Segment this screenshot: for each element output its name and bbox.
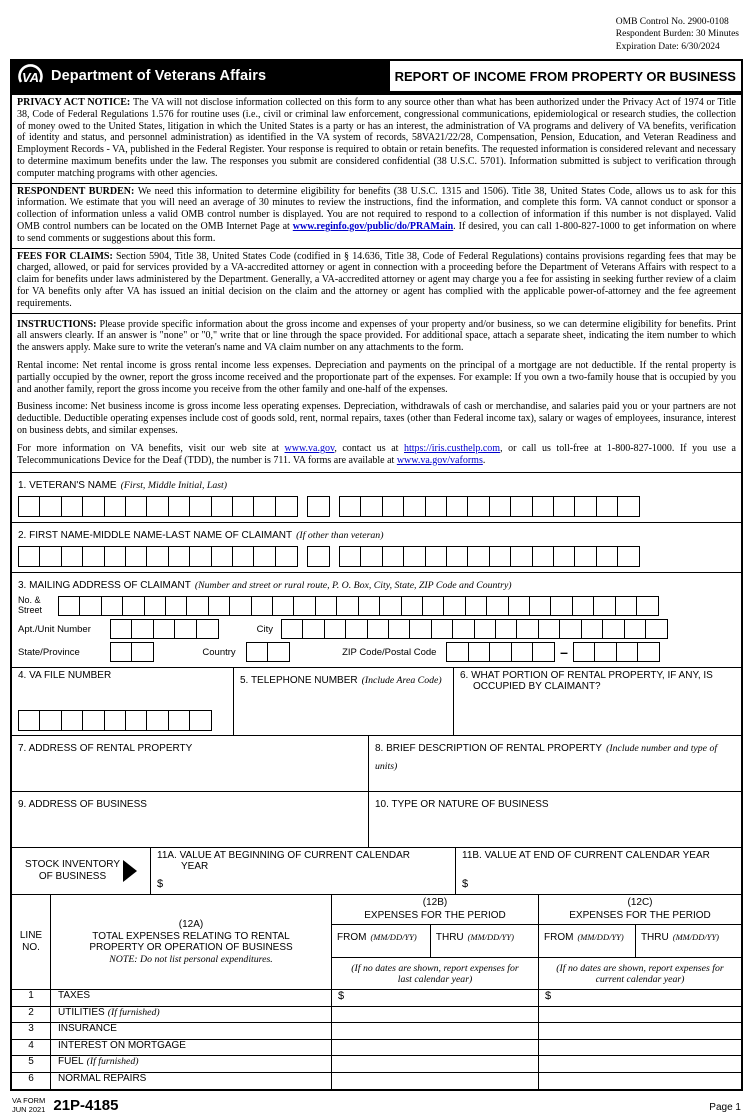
state-province-input[interactable]: [110, 642, 154, 662]
char-cell: [232, 546, 255, 567]
char-cell: [367, 619, 390, 639]
country-label: Country: [202, 646, 236, 658]
col-12b-dates: [332, 924, 538, 957]
char-cell: [508, 596, 531, 616]
mailing-address-hint: (Number and street or rural route, P. O. Box, City, State, ZIP Code and Country): [194, 580, 512, 592]
char-cell: [125, 546, 148, 567]
state-province-label: State/Province: [18, 646, 80, 658]
char-cell: [559, 619, 582, 639]
page-number: Page 1: [709, 1102, 741, 1114]
char-cell: [474, 619, 497, 639]
char-cell: [82, 546, 105, 567]
char-cell: [345, 619, 368, 639]
char-cell: [358, 596, 381, 616]
char-cell: [409, 619, 432, 639]
char-cell: [486, 596, 509, 616]
char-cell: [39, 546, 62, 567]
char-cell: [189, 546, 212, 567]
char-cell: [516, 619, 539, 639]
char-cell: [39, 710, 62, 731]
col-12b-hint: (If no dates are shown, report expenses for last calendar year): [332, 957, 538, 989]
char-cell: [615, 596, 638, 616]
char-cell: [573, 642, 596, 662]
char-cell: [574, 496, 597, 517]
char-cell: [403, 546, 426, 567]
char-cell: [281, 619, 304, 639]
char-cell: [388, 619, 411, 639]
rental-income-paragraph: Rental income: Net rental income is gross rental income less expenses. Depreciation and payments on the principal of a mortgage are not deductible. If the rental property is partially occupied by the owner, report the gross income received and the proportionate part of the expenses. For example: If you own a two-family house that is occupied by you and another family, report the gross income you receive from the other family and one-half of the expenses.: [17, 359, 736, 395]
respondent-burden-notice: RESPONDENT BURDEN: We need this information to determine eligibility for benefits (38 U.S.C. 1315 and 1506). Title 38, United States Code, allows us to ask for this information. We estimate that you will need an average of 30 minutes to review the instructions, find the information, and complete this form. VA cannot conduct or sponsor a collection of information unless a valid OMB control number is displayed. You are not required to respond to a collection of information if this number is not displayed. Valid OMB control numbers can be located on the OMB Internet Page at www.reginfo.gov/public/do/PRAMain. If desired, you can call 1-800-827-1000 to get information on where to send comments or suggestions about this form.: [12, 184, 741, 249]
char-cell: [360, 496, 383, 517]
veteran-first-name-input[interactable]: [18, 496, 298, 517]
char-cell: [125, 710, 148, 731]
char-cell: [131, 642, 154, 662]
expense-row: [12, 1056, 741, 1073]
apt-unit-label: Apt./Unit Number: [18, 623, 91, 635]
char-cell: [146, 496, 169, 517]
section-rental-portion[interactable]: [454, 668, 741, 735]
char-cell: [617, 546, 640, 567]
char-cell: [532, 546, 555, 567]
expense-row-label: UTILITIES (If furnished): [51, 1007, 332, 1023]
char-cell: [489, 546, 512, 567]
char-cell: [307, 496, 330, 517]
char-cell: [18, 546, 41, 567]
char-cell: [267, 642, 290, 662]
col-12c-thru-input[interactable]: THRU (MM/DD/YY): [640, 932, 720, 944]
more-info-paragraph: For more information on VA benefits, visit our web site at www.va.gov, contact us at https://iris.custhelp.com, or call us toll-free at 1-800-827-1000. If you use a Telecommunications Device for the Deaf (TDD), the number is 711. VA forms are available at www.va.gov/vaforms.: [17, 442, 736, 466]
expense-row-number: 5: [12, 1056, 51, 1072]
expense-row: [12, 990, 741, 1007]
section-business-address[interactable]: [12, 792, 369, 847]
char-cell: [168, 496, 191, 517]
char-cell: [553, 546, 576, 567]
expense-amount-12b-input[interactable]: $: [332, 990, 539, 1006]
expense-row-label: NORMAL REPAIRS: [51, 1073, 332, 1090]
expense-row-number: 6: [12, 1073, 51, 1090]
char-cell: [624, 619, 647, 639]
veteran-name-label: 1. VETERAN'S NAME: [18, 480, 117, 492]
char-cell: [61, 496, 84, 517]
char-cell: [253, 546, 276, 567]
expense-amount-12b-input[interactable]: [332, 1007, 539, 1023]
char-cell: [532, 642, 555, 662]
char-cell: [168, 710, 191, 731]
char-cell: [636, 596, 659, 616]
claimant-last-name-input[interactable]: [339, 546, 640, 567]
expense-amount-12b-input[interactable]: [332, 1073, 539, 1090]
char-cell: [293, 596, 316, 616]
expense-amount-12c-input[interactable]: [539, 1040, 741, 1056]
char-cell: [61, 710, 84, 731]
char-cell: [529, 596, 552, 616]
char-cell: [645, 619, 668, 639]
street-label: No. & Street: [18, 595, 43, 616]
privacy-act-notice: PRIVACY ACT NOTICE: The VA will not disclose information collected on this form to any source other than what has been authorized under the Privacy Act of 1974 or Title 38, Code of Federal Regulations 1.576 for routine uses (i.e., civil or criminal law enforcement, congressional communications, epidemiological or research studies, the collection of money owed to the United States, litigation in which the United States is a party or has an interest, the administration of VA programs and delivery of VA benefits, verification of identity and status, and personnel administration) as identified in the VA system of records, 58VA21/22/28, Compensation, Pension, Education, and Veteran Readiness and Employment Records - VA, published in the Federal Register. Your response is required to obtain or retain benefits. The requested information is considered relevant and necessary to determine maximum benefits under the law. The responses you submit are considered confidential (38 U.S.C. 5701). Information submitted is subject to verification through computer matching programs with other agencies.: [12, 95, 741, 184]
col-12a-note: NOTE: Do not list personal expenditures.: [109, 954, 273, 966]
char-cell: [467, 496, 490, 517]
col-12b-thru-input[interactable]: THRU (MM/DD/YY): [435, 932, 514, 944]
char-cell: [550, 596, 573, 616]
col-12c-hint: (If no dates are shown, report expenses for current calendar year): [539, 957, 741, 989]
city-label: City: [256, 623, 273, 635]
char-cell: [79, 596, 102, 616]
char-cell: [144, 596, 167, 616]
char-cell: [446, 496, 469, 517]
char-cell: [465, 596, 488, 616]
expiration-date-line: Expiration Date: 6/30/2024: [615, 41, 720, 52]
char-cell: [196, 619, 219, 639]
arrow-right-icon: [123, 860, 137, 882]
row-file-phone-portion: [12, 667, 741, 735]
char-cell: [425, 496, 448, 517]
zip-plus4-input[interactable]: [573, 642, 660, 662]
form-title-box: [390, 59, 743, 93]
veteran-name-hint: (First, Middle Initial, Last): [120, 480, 228, 492]
street-input[interactable]: [58, 596, 659, 616]
char-cell: [246, 642, 269, 662]
claimant-name-hint: (If other than veteran): [296, 530, 384, 542]
char-cell: [602, 619, 625, 639]
char-cell: [82, 710, 105, 731]
char-cell: [538, 619, 561, 639]
char-cell: [511, 642, 534, 662]
instructions-block: [12, 314, 741, 467]
rental-description-hint: (Include number and type of units): [375, 743, 718, 773]
section-telephone[interactable]: [234, 668, 454, 735]
col-12a-number: (12A): [178, 919, 204, 931]
col-12c-from-input[interactable]: FROM (MM/DD/YY): [539, 925, 636, 957]
telephone-hint: (Include Area Code): [361, 675, 442, 687]
value-beginning-label: 11A. VALUE AT BEGINNING OF CURRENT CALENDAR YEAR: [157, 850, 411, 873]
char-cell: [339, 496, 362, 517]
business-address-label: 9. ADDRESS OF BUSINESS: [18, 799, 147, 811]
telephone-label: 5. TELEPHONE NUMBER: [240, 675, 358, 687]
char-cell: [452, 619, 475, 639]
mailing-address-label: 3. MAILING ADDRESS OF CLAIMANT: [18, 580, 191, 592]
char-cell: [593, 596, 616, 616]
section-mailing-address: [12, 572, 741, 667]
char-cell: [208, 596, 231, 616]
char-cell: [637, 642, 660, 662]
expenses-table-rows: [12, 990, 741, 1089]
char-cell: [275, 546, 298, 567]
expense-amount-12c-input[interactable]: [539, 1073, 741, 1090]
rental-portion-label: 6. WHAT PORTION OF RENTAL PROPERTY, IF ANY, IS OCCUPIED BY CLAIMANT?: [460, 670, 713, 693]
form-body: [10, 93, 743, 1091]
char-cell: [110, 642, 133, 662]
char-cell: [510, 546, 533, 567]
section-veteran-name: [12, 472, 741, 522]
expense-row-label: TAXES: [51, 990, 332, 1006]
char-cell: [189, 496, 212, 517]
char-cell: [302, 619, 325, 639]
line-no-header: LINE NO.: [12, 895, 51, 989]
value-end-label: 11B. VALUE AT END OF CURRENT CALENDAR YEAR: [462, 850, 710, 862]
char-cell: [153, 619, 176, 639]
expense-amount-12c-input[interactable]: [539, 1056, 741, 1072]
expense-row: [12, 1073, 741, 1090]
char-cell: [18, 710, 41, 731]
claimant-name-label: 2. FIRST NAME-MIDDLE NAME-LAST NAME OF CLAIMANT: [18, 530, 293, 542]
form-header: [10, 59, 743, 93]
expense-row-label: INSURANCE: [51, 1023, 332, 1039]
rental-description-label: 8. BRIEF DESCRIPTION OF RENTAL PROPERTY: [375, 743, 603, 755]
char-cell: [58, 596, 81, 616]
department-name: Department of Veterans Affairs: [51, 68, 267, 85]
char-cell: [146, 546, 169, 567]
col-12a-title: TOTAL EXPENSES RELATING TO RENTAL PROPERTY OR OPERATION OF BUSINESS: [89, 931, 293, 954]
char-cell: [61, 546, 84, 567]
col-12a-header: [51, 895, 332, 989]
expenses-table: [12, 894, 741, 1089]
section-value-end[interactable]: [456, 848, 741, 894]
char-cell: [324, 619, 347, 639]
char-cell: [104, 546, 127, 567]
expense-amount-12b-input[interactable]: [332, 1040, 539, 1056]
char-cell: [379, 596, 402, 616]
expense-amount-12c-input[interactable]: [539, 1007, 741, 1023]
section-rental-description[interactable]: [369, 736, 741, 791]
char-cell: [574, 546, 597, 567]
char-cell: [431, 619, 454, 639]
char-cell: [101, 596, 124, 616]
zip-code-input[interactable]: [446, 642, 555, 662]
char-cell: [315, 596, 338, 616]
expense-amount-12b-input[interactable]: [332, 1056, 539, 1072]
city-input[interactable]: [281, 619, 668, 639]
col-12b-title: (12B) EXPENSES FOR THE PERIOD: [364, 897, 506, 921]
section-claimant-name: [12, 522, 741, 572]
value-end-dollar: $: [462, 878, 469, 891]
char-cell: [174, 619, 197, 639]
char-cell: [617, 496, 640, 517]
char-cell: [489, 642, 512, 662]
claimant-first-name-input[interactable]: [18, 546, 298, 567]
business-type-label: 10. TYPE OR NATURE OF BUSINESS: [375, 799, 549, 811]
col-12c-dates: [539, 924, 741, 957]
col-12b-header: [332, 895, 539, 989]
char-cell: [616, 642, 639, 662]
char-cell: [339, 546, 362, 567]
expense-row-number: 4: [12, 1040, 51, 1056]
apt-unit-input[interactable]: [110, 619, 219, 639]
char-cell: [104, 496, 127, 517]
char-cell: [382, 496, 405, 517]
char-cell: [251, 596, 274, 616]
expense-amount-12b-input[interactable]: [332, 1023, 539, 1039]
char-cell: [581, 619, 604, 639]
row-stock-inventory: [12, 847, 741, 894]
expense-row-number: 1: [12, 990, 51, 1006]
char-cell: [425, 546, 448, 567]
veteran-middle-initial-input[interactable]: [307, 496, 330, 517]
char-cell: [125, 496, 148, 517]
va-file-number-label: 4. VA FILE NUMBER: [18, 670, 112, 682]
expense-row: [12, 1040, 741, 1057]
char-cell: [532, 496, 555, 517]
department-banner: [10, 59, 390, 93]
char-cell: [596, 546, 619, 567]
char-cell: [232, 496, 255, 517]
char-cell: [275, 496, 298, 517]
char-cell: [596, 496, 619, 517]
country-input[interactable]: [246, 642, 290, 662]
char-cell: [18, 496, 41, 517]
form-title: REPORT OF INCOME FROM PROPERTY OR BUSINESS: [394, 68, 736, 84]
va-logo-icon: [17, 63, 44, 90]
col-12b-from-input[interactable]: FROM (MM/DD/YY): [332, 925, 431, 957]
stock-inventory-cell: [12, 848, 151, 894]
char-cell: [510, 496, 533, 517]
form-footer: [12, 1096, 741, 1114]
char-cell: [272, 596, 295, 616]
char-cell: [572, 596, 595, 616]
zip-dash: –: [560, 644, 568, 661]
section-rental-address[interactable]: [12, 736, 369, 791]
char-cell: [403, 496, 426, 517]
char-cell: [253, 496, 276, 517]
omb-info-block: [616, 16, 739, 53]
char-cell: [189, 710, 212, 731]
va-file-number-input[interactable]: [18, 710, 227, 731]
expenses-table-header: [12, 894, 741, 990]
business-income-paragraph: Business income: Net business income is gross income less operating expenses. Depreciation, withdrawals of cash or merchandise, and salaries paid you or your partners are not deductible. Deductible operating expenses include cost of goods sold, rent, normal repairs, taxes (other than Federal income tax), salary or wages of employees, insurance, interest on business debts, and similar expenses.: [17, 401, 736, 436]
char-cell: [165, 596, 188, 616]
expense-row-number: 2: [12, 1007, 51, 1023]
char-cell: [443, 596, 466, 616]
char-cell: [336, 596, 359, 616]
char-cell: [211, 496, 234, 517]
veteran-last-name-input[interactable]: [339, 496, 640, 517]
section-value-beginning[interactable]: [151, 848, 456, 894]
expense-amount-12c-input[interactable]: $: [545, 990, 552, 1003]
char-cell: [186, 596, 209, 616]
expense-row: [12, 1023, 741, 1040]
col-12c-title: (12C) EXPENSES FOR THE PERIOD: [569, 897, 711, 921]
char-cell: [382, 546, 405, 567]
expense-row-number: 3: [12, 1023, 51, 1039]
section-business-type[interactable]: [369, 792, 741, 847]
char-cell: [211, 546, 234, 567]
char-cell: [446, 546, 469, 567]
char-cell: [495, 619, 518, 639]
char-cell: [401, 596, 424, 616]
fees-for-claims-notice: FEES FOR CLAIMS: Section 5904, Title 38, United States Code (codified in § 14.636, Title 38, Code of Federal Regulations) contains provisions regarding fees that may be charged, allowed, or paid for services provided by a VA-accredited attorney or agent in connection with a proceeding before the Department of Veterans Affairs with respect to a claim for benefits under laws administered by the Department. Generally, a VA-accredited attorney or agent may charge you a fee for assisting in seeking further review of a claim for VA benefits only after VA has issued an initial decision on the claim and the attorney or agent has complied with the applicable power-of-attorney and the fee agreement requirements.: [12, 249, 741, 314]
zip-code-label: ZIP Code/Postal Code: [342, 646, 437, 658]
expense-row-label: INTEREST ON MORTGAGE: [51, 1040, 332, 1056]
char-cell: [122, 596, 145, 616]
char-cell: [467, 546, 490, 567]
char-cell: [307, 546, 330, 567]
value-beginning-dollar: $: [157, 878, 164, 891]
section-va-file-number: [12, 668, 234, 735]
rental-address-label: 7. ADDRESS OF RENTAL PROPERTY: [18, 743, 193, 755]
row-business-address-type: [12, 791, 741, 847]
col-12c-header: [539, 895, 741, 989]
char-cell: [39, 496, 62, 517]
stock-inventory-label: STOCK INVENTORY OF BUSINESS: [24, 858, 121, 883]
form-number: 21P-4185: [53, 1097, 119, 1114]
char-cell: [422, 596, 445, 616]
expense-amount-12c-input[interactable]: [539, 1023, 741, 1039]
char-cell: [229, 596, 252, 616]
char-cell: [446, 642, 469, 662]
row-rental-address-description: [12, 735, 741, 791]
char-cell: [594, 642, 617, 662]
char-cell: [553, 496, 576, 517]
omb-control-number: OMB Control No. 2900-0108: [615, 17, 729, 27]
char-cell: [168, 546, 191, 567]
svg-text:VA: VA: [21, 69, 40, 85]
va-form-stamp: VA FORM JUN 2021: [12, 1096, 46, 1114]
char-cell: [104, 710, 127, 731]
char-cell: [360, 546, 383, 567]
respondent-burden-line: Respondent Burden: 30 Minutes: [615, 29, 739, 40]
claimant-middle-name-input[interactable]: [307, 546, 330, 567]
char-cell: [131, 619, 154, 639]
char-cell: [468, 642, 491, 662]
expense-row: [12, 1007, 741, 1024]
instructions-paragraph: INSTRUCTIONS: Please provide specific information about the gross income and expenses of your property and/or business, so we can determine eligibility for benefits. Print all answers clearly. If an answer is "none" or "0," write that or line through the space provided. For additional space, attach a separate sheet, indicating the item number to which the answers apply. Make sure to write the veteran's name and VA claim number on any attachments to the form.: [17, 318, 737, 354]
char-cell: [110, 619, 133, 639]
char-cell: [146, 710, 169, 731]
char-cell: [489, 496, 512, 517]
expense-row-label: FUEL (If furnished): [51, 1056, 332, 1072]
char-cell: [82, 496, 105, 517]
